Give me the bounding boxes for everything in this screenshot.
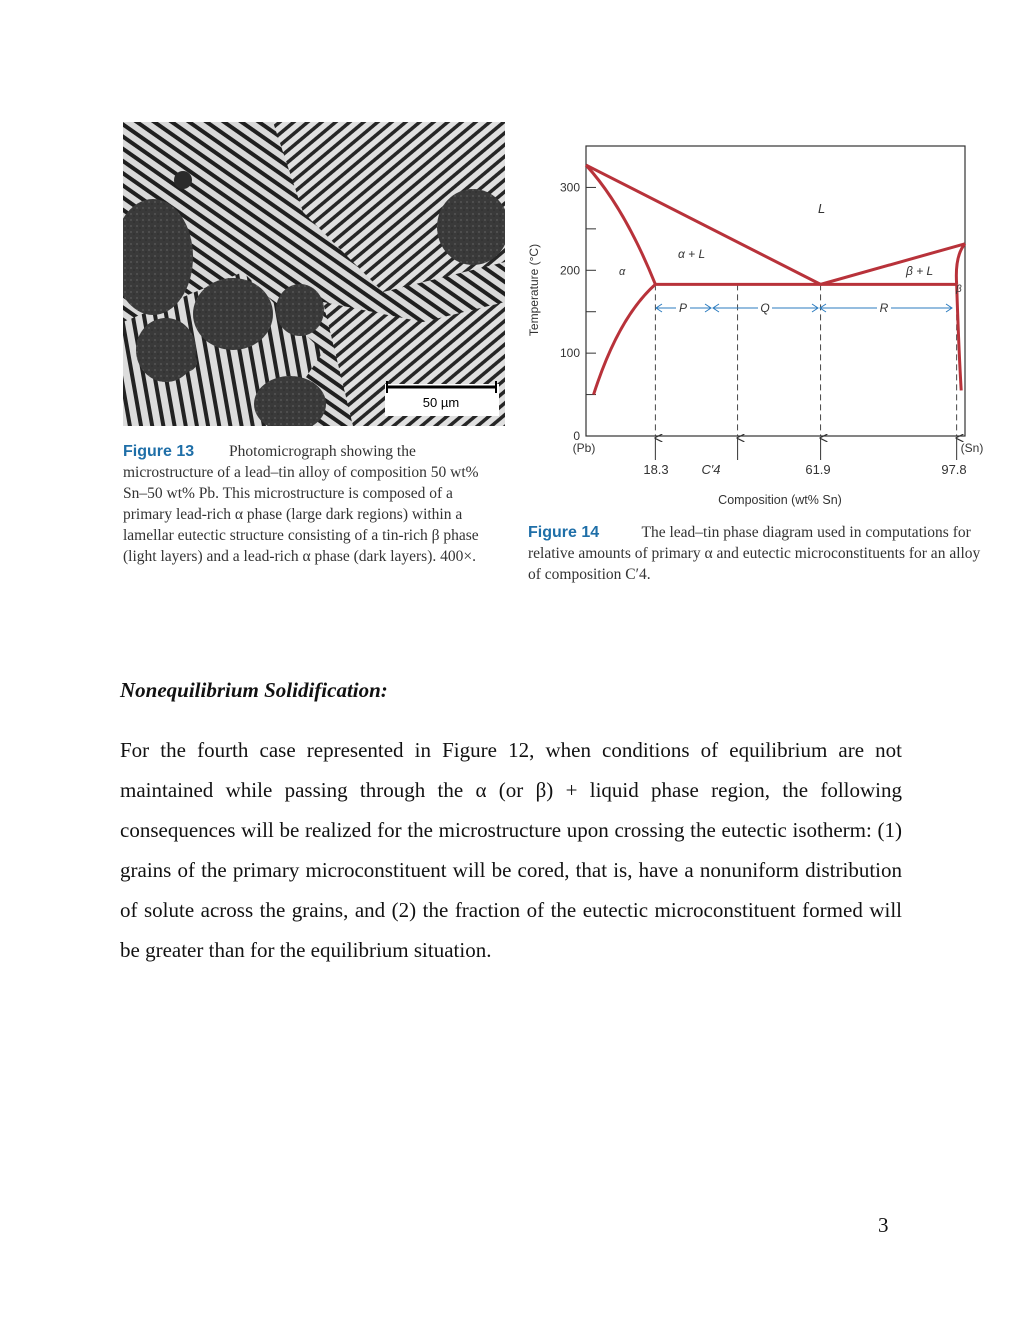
section-heading: Nonequilibrium Solidification: [120, 678, 388, 702]
y-tick-label-100: 100 [559, 346, 580, 361]
phase-beta-label: β [956, 284, 962, 295]
composition-label-97-8: 97.8 [941, 462, 967, 477]
phase-boundary-line [594, 284, 656, 394]
segment-P-label: P [678, 301, 688, 315]
phase-boundary-line [821, 244, 965, 285]
phase-alpha-label: α [619, 266, 626, 278]
composition-label-61-9: 61.9 [805, 462, 831, 477]
figure-14-caption [528, 522, 988, 585]
y-tick-label-300: 300 [559, 180, 580, 195]
segment-Q-label: Q [760, 301, 770, 315]
page-number: 3 [878, 1213, 889, 1237]
y-tick-label-200: 200 [559, 263, 580, 278]
pb-label: (Pb) [572, 441, 596, 455]
x-axis-label: Composition (wt% Sn) [718, 493, 842, 507]
figure-13-label: Figure 13 [123, 443, 195, 460]
y-ticks [560, 180, 596, 443]
phase-boundaries [586, 165, 965, 395]
phase-diagram [520, 130, 1000, 515]
scale-bar-label: 50 µm [422, 395, 460, 410]
figure-13-caption [123, 441, 503, 567]
body-paragraph: For the fourth case represented in Figure 12, when conditions of equilibrium are not maintained while passing through the α (or β) + liquid phase region, the following consequences will be realized for the microstructure upon crossing the eutectic isotherm: (1) grains of the primary microconstituent will be cored, that is, have a nonuniform distribution of solute across the grains, and (2) the fraction of the eutectic microconstituent formed will be greater than for the equilibrium situation. [120, 738, 902, 962]
composition-label-18-3: 18.3 [643, 462, 669, 477]
segment-arrows [656, 301, 952, 315]
y-tick-label-0: 0 [573, 429, 580, 443]
plot-frame [586, 146, 965, 436]
y-axis-label: Temperature (°C) [527, 243, 541, 337]
composition-markers [655, 284, 956, 460]
phase-L-label: L [818, 201, 826, 216]
section-body [120, 730, 902, 970]
micrograph-texture [123, 122, 505, 426]
phase-boundary-line [956, 244, 965, 285]
segment-R-label: R [879, 301, 889, 315]
phase-beta-L-label: β + L [906, 264, 934, 278]
composition-label-c4: C′4 [701, 462, 721, 477]
figure-14-text: The lead–tin phase diagram used in computations for relative amounts of primary α and eutectic microconstituents for an alloy of composition C′4. [528, 524, 981, 583]
sn-label: (Sn) [960, 441, 984, 455]
phase-alpha-L-label: α + L [678, 247, 706, 261]
phase-boundary-line [957, 284, 962, 390]
figure-14-label: Figure 14 [528, 524, 600, 541]
micrograph-image [123, 122, 505, 426]
figure-13-text: Photomicrograph showing the microstructure of a lead–tin alloy of composition 50 wt% Sn–50 wt% Pb. This microstructure is composed of a primary lead-rich α phase (large dark regions) within a lamellar eutectic structure consisting of a tin-rich β phase (light layers) and a lead-rich α phase (dark layers). 400×. [123, 443, 479, 565]
